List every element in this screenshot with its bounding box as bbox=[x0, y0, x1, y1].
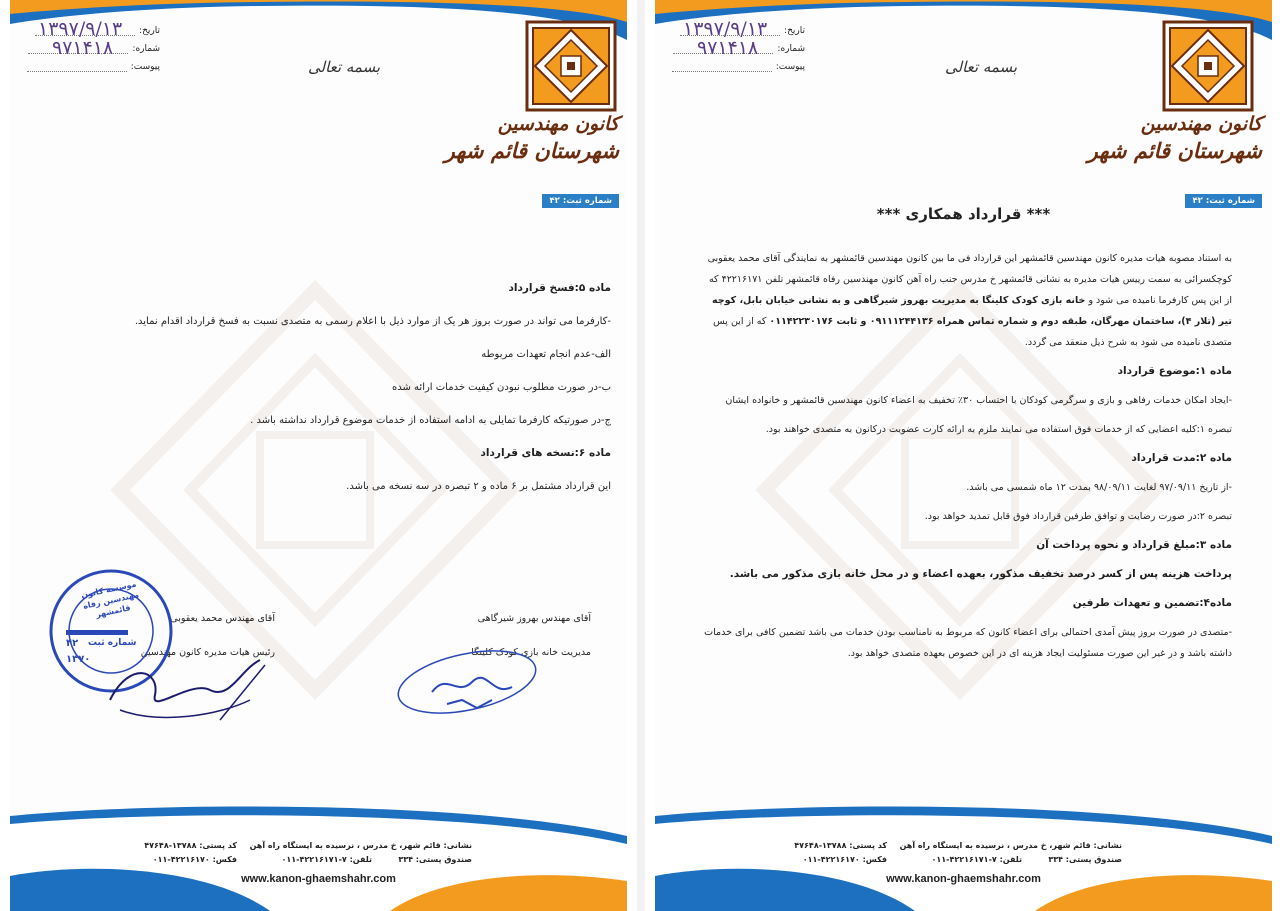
letter-page-1 bbox=[655, 0, 1272, 911]
article-6-title: ماده ۶:نسخه های قرارداد bbox=[480, 447, 611, 459]
letter-body-page-1 bbox=[702, 248, 1232, 672]
contractor-name: آقای مهندس بهروز شیرگاهی bbox=[477, 613, 591, 624]
registration-badge: شماره ثبت: ۴۲ bbox=[542, 194, 619, 208]
article-5-title: ماده ۵:فسخ قرارداد bbox=[508, 282, 611, 294]
letter-footer bbox=[655, 839, 1272, 899]
stamp-num: ۴۲ bbox=[66, 638, 79, 649]
number-value: ۹۷۱۴۱۸ bbox=[52, 37, 114, 59]
article-3-title: ماده ۳:مبلغ قرارداد و نحوه پرداخت آن bbox=[1036, 539, 1232, 551]
letter-meta bbox=[30, 18, 160, 96]
org-logo-icon bbox=[525, 20, 617, 112]
footer-address: نشانی: قائم شهر، خ مدرس ، نرسیده به ایستگاه راه آهن bbox=[249, 841, 472, 850]
employer-role: رئیس هیات مدیره کانون مهندسین bbox=[140, 647, 275, 658]
registration-badge: شماره ثبت: ۴۲ bbox=[1185, 194, 1262, 208]
org-name: کانون مهندسین شهرستان قائم شهر bbox=[444, 113, 619, 163]
footer-po-box: صندوق پستی: ۳۳۴ bbox=[398, 855, 472, 864]
contractor-signature-scribble-icon bbox=[392, 642, 542, 722]
footer-website-link[interactable]: www.kanon-ghaemshahr.com bbox=[886, 873, 1041, 885]
article-1-title: ماده ۱:موضوع قرارداد bbox=[1117, 365, 1232, 377]
footer-fax: فکس: ۴۲۲۱۶۱۷۰-۰۱۱ bbox=[152, 855, 237, 864]
footer-fax: فکس: ۴۲۲۱۶۱۷۰-۰۱۱ bbox=[802, 855, 887, 864]
letter-page-2 bbox=[10, 0, 627, 911]
number-label: شماره: bbox=[132, 44, 160, 54]
article-6-text: این قرارداد مشتمل بر ۶ ماده و ۲ تبصره در سه نسخه می باشد. bbox=[346, 481, 611, 492]
number-label: شماره: bbox=[777, 44, 805, 54]
contract-title: *** قرارداد همکاری *** bbox=[876, 205, 1051, 223]
letter-body-page-2 bbox=[51, 270, 611, 507]
page-gap bbox=[637, 0, 645, 911]
date-label: تاریخ: bbox=[784, 26, 805, 36]
basmala: بسمه تعالی bbox=[308, 58, 381, 76]
stamp-year: ۱۳۷۰ bbox=[66, 654, 91, 665]
article-1-text: -ایجاد امکان خدمات رفاهی و بازی و سرگرمی کودکان با احتساب ۳۰٪ تخفیف به اعضاء کانون مهندسین قائمشهر و خانواده ایشان bbox=[725, 395, 1232, 406]
article-1-note: تبصره ۱:کلیه اعضایی که از خدمات فوق استفاده می نمایند ملزم به ارائه کارت عضویت درکانون به متصدی خواهند بود. bbox=[765, 424, 1232, 435]
number-value: ۹۷۱۴۱۸ bbox=[697, 37, 759, 59]
attachment-label: پیوست: bbox=[775, 62, 805, 72]
footer-phone: تلفن: ۷-۴۲۲۱۶۱۷۱-۰۱۱ bbox=[281, 855, 372, 864]
article-5-item-c: ج-در صورتیکه کارفرما تمایلی به ادامه استفاده از خدمات موضوع قرارداد نداشته باشد . bbox=[250, 415, 611, 426]
footer-postal-code: کد پستی: ۱۳۷۸۸-۴۷۶۴۸ bbox=[144, 841, 237, 850]
org-logo-icon bbox=[1162, 20, 1254, 112]
article-5-text: -کارفرما می تواند در صورت بروز هر یک از موارد ذیل با اعلام رسمی به متصدی نسبت به فسخ قرارداد اقدام نماید. bbox=[134, 316, 611, 327]
employer-name: آقای مهندس محمد یعقوبی bbox=[170, 613, 275, 624]
footer-website-link[interactable]: www.kanon-ghaemshahr.com bbox=[241, 873, 396, 885]
footer-address: نشانی: قائم شهر، خ مدرس ، نرسیده به ایستگاه راه آهن bbox=[899, 841, 1122, 850]
stamp-text: موسسه کانون مهندسین رفاه قائمشهر bbox=[80, 579, 140, 620]
letter-meta bbox=[675, 18, 805, 96]
article-5-item-b: ب-در صورت مطلوب نبودن کیفیت خدمات ارائه شده bbox=[392, 382, 611, 393]
footer-po-box: صندوق پستی: ۳۳۴ bbox=[1048, 855, 1122, 864]
footer-phone: تلفن: ۷-۴۲۲۱۶۱۷۱-۰۱۱ bbox=[931, 855, 1022, 864]
article-3-text: پرداخت هزینه پس از کسر درصد تخفیف مذکور، بعهده اعضاء و در محل خانه بازی مذکور می باشد. bbox=[729, 568, 1232, 580]
article-2-note: تبصره ۲:در صورت رضایت و توافق طرفین قرارداد فوق قابل تمدید خواهد بود. bbox=[924, 511, 1232, 522]
article-4-text: -متصدی در صورت بروز پیش آمدی احتمالی برای اعضاء کانون که مربوط به نامناسب بودن خدمات می باشد تضمین کافی برای خدمات داشته باشد و در غیر این صورت مسئولیت ایجاد هزینه ای در این خصوص بعهده متصدی خواهد بود. bbox=[704, 627, 1232, 659]
contract-intro: به استناد مصوبه هیات مدیره کانون مهندسین قائمشهر این قرارداد فی ما بین کانون مهندسین قائمشهر به نمایندگی آقای محمد یعقوبی کوچکسرائی به سمت رییس هیات مدیره به نشانی قائمشهر خ مدرس جنب راه آهن کانون مهندسین رفاه قائمشهر تلفن ۴۲۲۱۶۱۷۱ که از این پس کارفرما نامیده می شود و خانه بازی کودک کلینگا به مدیریت بهروز شیرگاهی و به نشانی خیابان بابل، کوچه تیر (تلار ۴)، ساختمان مهرگان، طبقه دوم و شماره تماس همراه ۰۹۱۱۱۲۴۴۱۳۶ و ثابت ۰۱۱۴۲۲۳۰۱۷۶ که از این پس متصدی نامیده می شود به شرح ذیل منعقد می گردد. bbox=[707, 253, 1232, 348]
date-value: ۱۳۹۷/۹/۱۳ bbox=[38, 18, 123, 40]
date-label: تاریخ: bbox=[139, 26, 160, 36]
date-value: ۱۳۹۷/۹/۱۳ bbox=[683, 18, 768, 40]
footer-postal-code: کد پستی: ۱۳۷۸۸-۴۷۶۴۸ bbox=[794, 841, 887, 850]
article-4-title: ماده۴:تضمین و تعهدات طرفین bbox=[1072, 597, 1232, 609]
letter-footer bbox=[10, 839, 627, 899]
org-name: کانون مهندسین شهرستان قائم شهر bbox=[1087, 113, 1262, 163]
contractor-details: خانه بازی کودک کلینگا به مدیریت بهروز شیرگاهی و به نشانی خیابان بابل، کوچه تیر (تلار ۴)، ساختمان مهرگان، طبقه دوم و شماره تماس همراه ۰۹۱۱۱۲۴۴۱۳۶ و ثابت ۰۱۱۴۲۲۳۰۱۷۶ bbox=[712, 295, 1232, 327]
article-2-title: ماده ۲:مدت قرارداد bbox=[1131, 452, 1232, 464]
article-5-item-a: الف-عدم انجام تعهدات مربوطه bbox=[481, 349, 611, 360]
employer-signature-scribble-icon bbox=[100, 640, 270, 730]
stamp-reg: شماره ثبت bbox=[88, 638, 137, 648]
contractor-role: مدیریت خانه بازی کودک کلینگا bbox=[471, 647, 591, 658]
basmala: بسمه تعالی bbox=[945, 58, 1018, 76]
article-2-text: -از تاریخ ۹۷/۰۹/۱۱ لغایت ۹۸/۰۹/۱۱ بمدت ۱۲ ماه شمسی می باشد. bbox=[966, 482, 1232, 493]
attachment-label: پیوست: bbox=[130, 62, 160, 72]
